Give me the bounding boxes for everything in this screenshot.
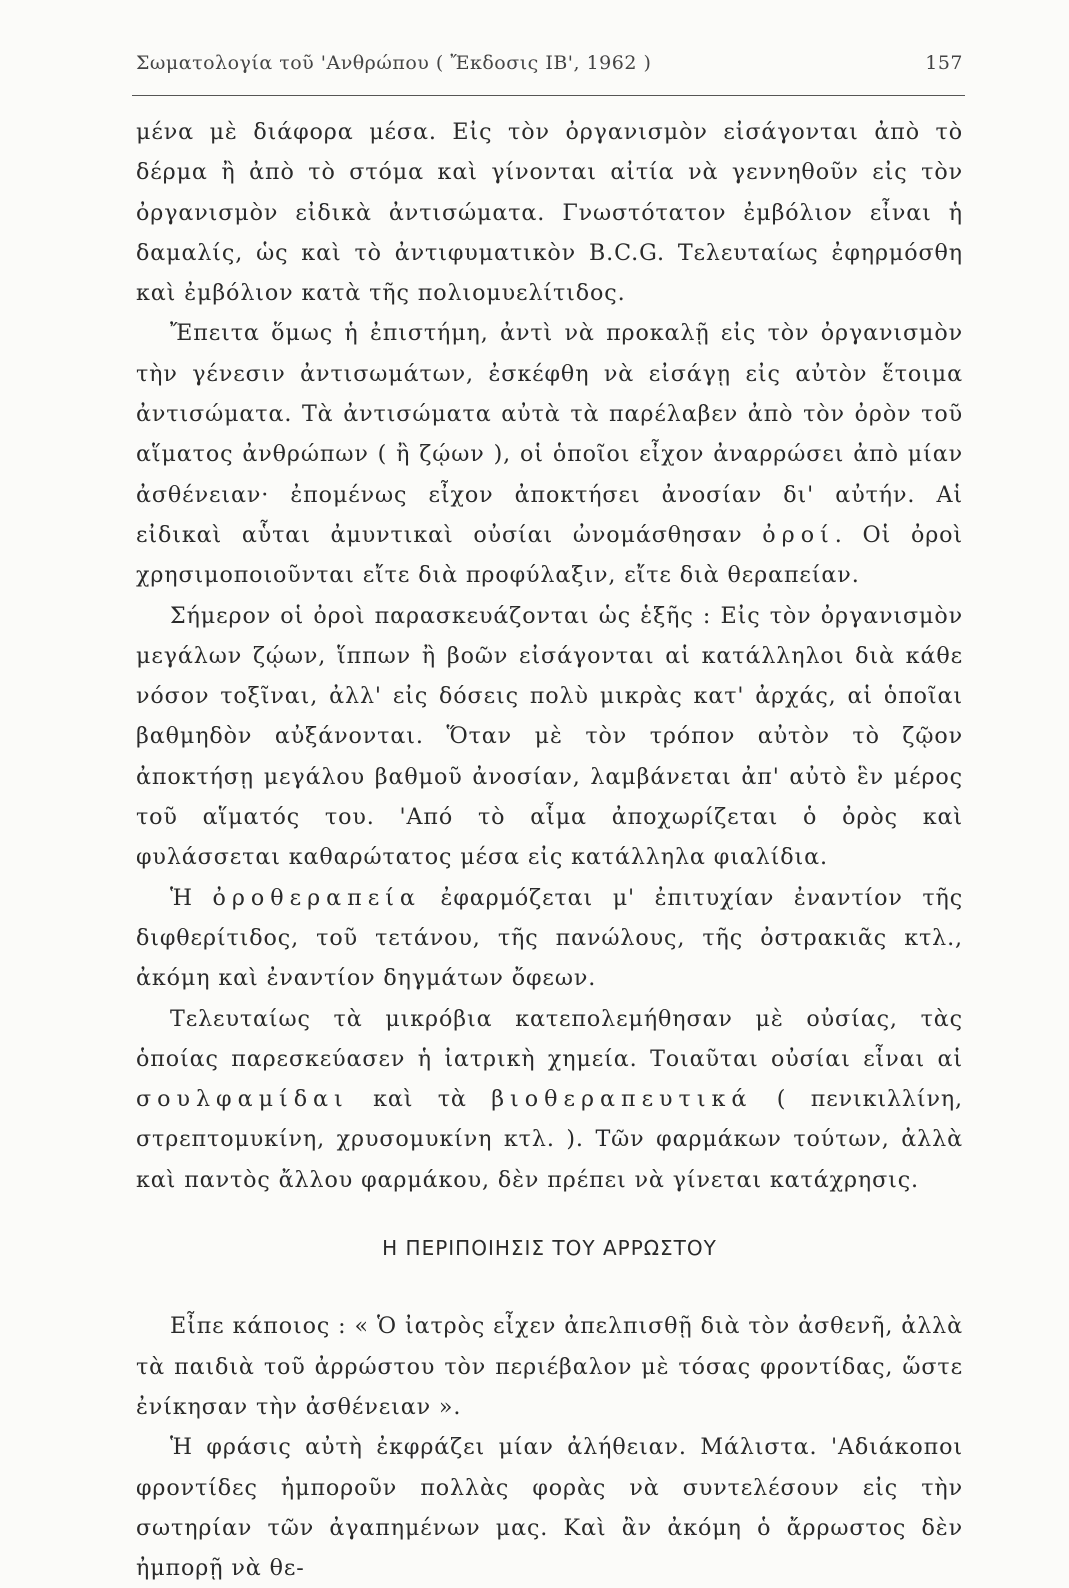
- spaced-term: ὀροθεραπεία: [212, 884, 421, 911]
- spaced-term: βιοθεραπευτικά: [491, 1086, 753, 1113]
- section-heading: Η ΠΕΡΙΠΟΙΗΣΙΣ ΤΟΥ ΑΡΡΩΣΤΟΥ: [382, 1236, 717, 1261]
- header-rule: [132, 95, 965, 96]
- paragraph-text: Ἔπειτα ὅμως ἡ ἐπιστήμη, ἀντὶ νὰ προκαλῇ εἰς τὸν ὀργανισμὸν τὴν γένεσιν ἀντισωμάτων, ἐσκέφθη νὰ εἰσάγῃ εἰς αὐτὸν ἕτοιμα ἀντισώματα. Τὰ ἀντισώματα αὐτὰ τὰ παρέλαβεν ἀπὸ τὸν ὀρὸν τοῦ αἵματος ἀνθρώπων ( ἢ ζῴων ), οἱ ὁποῖοι εἶχον ἀναρρώσει ἀπὸ μίαν ἀσθένειαν· ἐπομένως εἶχον ἀποκτήσει ἀνοσίαν δι' αὐτήν. Αἱ εἰδικαὶ αὗται ἀμυντικαὶ οὐσίαι ὠνομάσθησαν: [136, 320, 963, 548]
- paragraph-text: . Οἱ ὀροὶ χρησιμοποιοῦνται εἴτε διὰ προφύλαξιν, εἴτε διὰ θεραπείαν.: [136, 521, 963, 589]
- spaced-term: σουλφαμίδαι: [136, 1086, 349, 1113]
- page-number: 157: [925, 52, 963, 74]
- paragraph-text: καὶ τὰ: [373, 1086, 467, 1113]
- paragraph-text: ( πενικιλλίνη, στρεπτομυκίνη, χρυσομυκίνη κτλ. ). Τῶν φαρμάκων τούτων, ἀλλὰ καὶ παντὸς ἄλλου φαρμάκου, δὲν πρέπει νὰ γίνεται κατάχρησις.: [136, 1086, 963, 1193]
- running-title: Σωματολογία τοῦ 'Ανθρώπου ( Ἔκδοσις ΙΒ', 1962 ): [136, 52, 652, 74]
- paragraph: [136, 999, 963, 1200]
- paragraph-text: Ἡ: [170, 884, 193, 911]
- paragraph-text: ἐφαρμόζεται μ' ἐπιτυχίαν ἐναντίον τῆς διφθερίτιδος, τοῦ τετάνου, τῆς πανώλους, τῆς ὀστρακιᾶς κτλ., ἀκόμη καὶ ἐναντίον δηγμάτων ὄφεων.: [136, 884, 964, 992]
- paragraph-text: μένα μὲ διάφορα μέσα. Εἰς τὸν ὀργανισμὸν εἰσάγονται ἀπὸ τὸ δέρμα ἢ ἀπὸ τὸ στόμα καὶ γίνονται αἰτία νὰ γεννηθοῦν εἰς τὸν ὀργανισμὸν εἰδικὰ ἀντισώματα. Γνωστότατον ἐμβόλιον εἶναι ἡ δαμαλίς, ὡς καὶ τὸ ἀντιφυματικὸν B.C.G. Τελευταίως ἐφηρμόσθη καὶ ἐμβόλιον κατὰ τῆς πολιομυελίτιδος.: [136, 119, 963, 307]
- paragraph: [136, 596, 963, 878]
- paragraph: [136, 878, 963, 999]
- paragraph-text: Τελευταίως τὰ μικρόβια κατεπολεμήθησαν μὲ οὐσίας, τὰς ὁποίας παρεσκεύασεν ἡ ἰατρικὴ χημεία. Τοιαῦται οὐσίαι εἶναι αἱ: [136, 1005, 963, 1072]
- spaced-term: ὀροί: [762, 521, 835, 548]
- running-header: [136, 52, 963, 74]
- paragraph: [136, 1427, 963, 1588]
- paragraph-text: Εἶπε κάποιος : « Ὁ ἰατρὸς εἶχεν ἀπελπισθῇ διὰ τὸν ἀσθενῆ, ἀλλὰ τὰ παιδιὰ τοῦ ἀρρώστου τὸν περιέβαλον μὲ τόσας φροντίδας, ὥστε ἐνίκησαν τὴν ἀσθένειαν ».: [136, 1313, 963, 1420]
- paragraph: [136, 112, 963, 313]
- paragraph-text: Σήμερον οἱ ὀροὶ παρασκευάζονται ὡς ἑξῆς : Εἰς τὸν ὀργανισμὸν μεγάλων ζῴων, ἵππων ἢ βοῶν εἰσάγονται αἱ κατάλληλοι διὰ κάθε νόσον τοξῖναι, ἀλλ' εἰς δόσεις πολὺ μικρὰς κατ' ἀρχάς, αἱ ὁποῖαι βαθμηδὸν αὐξάνονται. Ὅταν μὲ τὸν τρόπον αὐτὸν τὸ ζῷον ἀποκτήσῃ μεγάλου βαθμοῦ ἀνοσίαν, λαμβάνεται ἀπ' αὐτὸ ἓν μέρος τοῦ αἵματός του. 'Από τὸ αἷμα ἀποχωρίζεται ὁ ὀρὸς καὶ φυλάσσεται καθαρώτατος μέσα εἰς κατάλληλα φιαλίδια.: [136, 602, 963, 871]
- paragraph-text: Ἡ φράσις αὐτὴ ἐκφράζει μίαν ἀλήθειαν. Μάλιστα. 'Αδιάκοποι φροντίδες ἠμποροῦν πολλὰς φορὰς νὰ συντελέσουν εἰς τὴν σωτηρίαν τῶν ἀγαπημένων μας. Καὶ ἂν ἀκόμη ὁ ἄρρωστος δὲν ἠμπορῇ νὰ θε-: [136, 1434, 963, 1582]
- page-body: [136, 112, 963, 1588]
- paragraph: [136, 1306, 963, 1427]
- paragraph: [136, 313, 963, 595]
